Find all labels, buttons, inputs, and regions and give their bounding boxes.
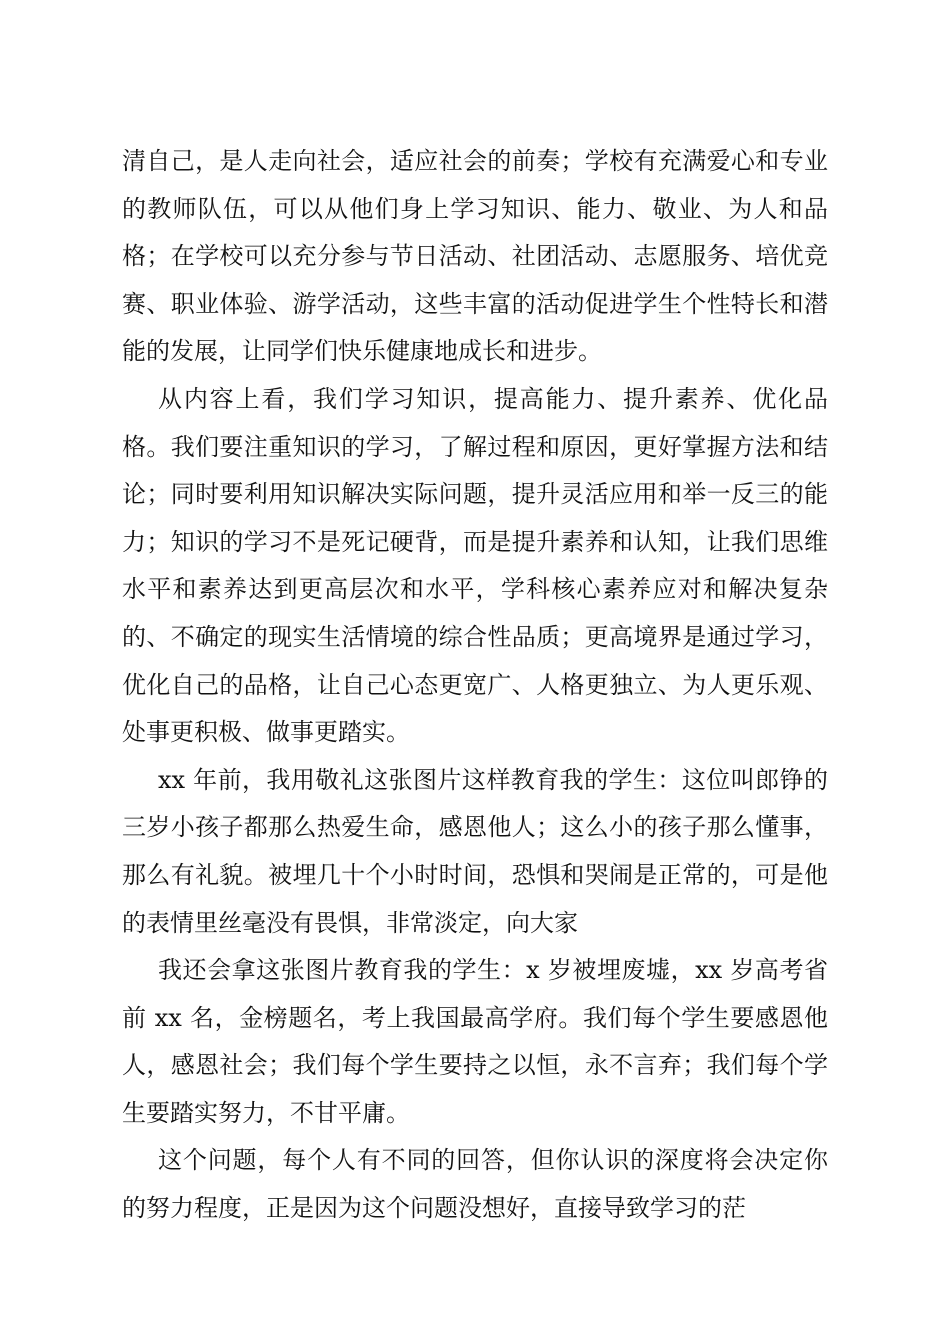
paragraph-school-activities: 清自己，是人走向社会，适应社会的前奏；学校有充满爱心和专业的教师队伍，可以从他们身上学习知识、能力、敬业、为人和品格；在学校可以充分参与节日活动、社团活动、志愿服务、培优竞赛、职业体验、游学活动，这些丰富的活动促进学生个性特长和潜能的发展，让同学们快乐健康地成长和进步。 [122, 147, 828, 366]
document-body [122, 138, 828, 1233]
paragraph-photo-education: 我还会拿这张图片教育我的学生：x 岁被埋废墟，xx 岁高考省前 xx 名，金榜题名，考上我国最高学府。我们每个学生要感恩他人，感恩社会；我们每个学生要持之以恒，永不言弃；我们每个学生要踏实努力，不甘平庸。 [122, 956, 828, 1127]
paragraph-learning-content: 从内容上看，我们学习知识，提高能力、提升素养、优化品格。我们要注重知识的学习，了解过程和原因，更好掌握方法和结论；同时要利用知识解决实际问题，提升灵活应用和举一反三的能力；知识的学习不是死记硬背，而是提升素养和认知，让我们思维水平和素养达到更高层次和水平，学科核心素养应对和解决复杂的、不确定的现实生活情境的综合性品质；更高境界是通过学习，优化自己的品格，让自己心态更宽广、人格更独立、为人更乐观、处事更积极、做事更踏实。 [122, 384, 828, 747]
paragraph-salute-photo: xx 年前，我用敬礼这张图片这样教育我的学生：这位叫郎铮的三岁小孩子都那么热爱生命，感恩他人；这么小的孩子那么懂事，那么有礼貌。被埋几十个小时时间，恐惧和哭闹是正常的，可是他的表情里丝毫没有畏惧，非常淡定，向大家 [122, 765, 828, 937]
paragraph-question: 这个问题，每个人有不同的回答，但你认识的深度将会决定你的努力程度，正是因为这个问题没想好，直接导致学习的茫 [122, 1146, 828, 1223]
